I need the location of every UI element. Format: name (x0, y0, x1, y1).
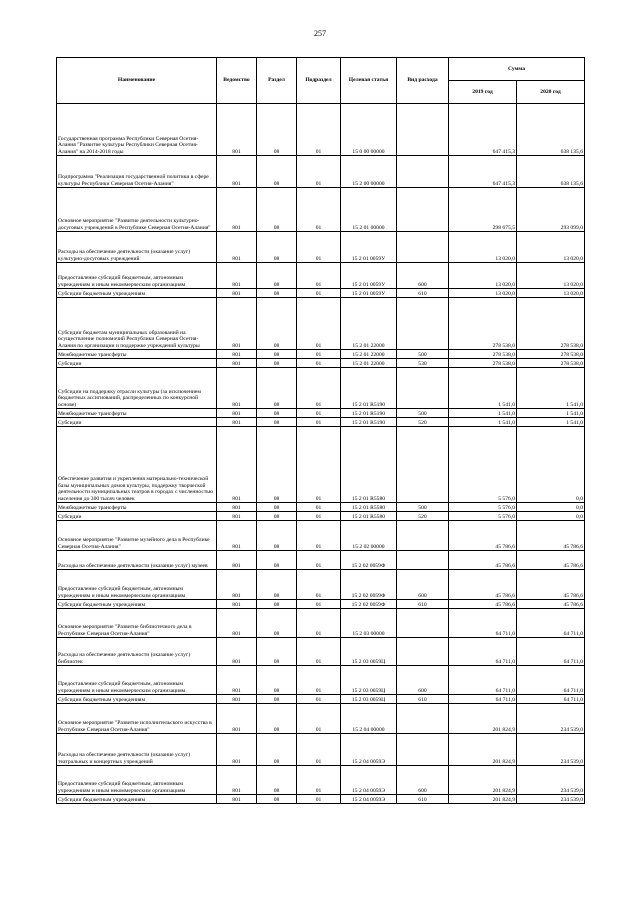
row-dept: 801 (217, 359, 257, 368)
row-value-2019: 1 541,0 (449, 409, 517, 418)
row-value-2020: 234 539,0 (517, 766, 585, 795)
header-section: Раздел (257, 58, 297, 104)
row-value-2020: 0,0 (517, 503, 585, 512)
row-name: Предоставление субсидий бюджетным, автономным учреждениям и иным некоммерческим организациям (57, 263, 217, 289)
row-value-2020: 278 538,0 (517, 298, 585, 350)
row-target: 15 2 01 22000 (341, 350, 397, 359)
row-expense-type (397, 156, 449, 188)
row-value-2020: 64 711,0 (517, 638, 585, 666)
row-subsection: 01 (297, 512, 341, 521)
row-section: 08 (257, 551, 297, 570)
row-target: 15 2 01 00000 (341, 188, 397, 232)
row-dept: 801 (217, 298, 257, 350)
row-name: Межбюджетные трансферты (57, 503, 217, 512)
table-row (57, 368, 585, 409)
row-value-2020: 638 135,6 (517, 104, 585, 156)
row-dept: 801 (217, 232, 257, 263)
row-expense-type: 610 (397, 600, 449, 609)
row-expense-type: 600 (397, 570, 449, 600)
row-section: 08 (257, 188, 297, 232)
row-subsection: 01 (297, 503, 341, 512)
header-year-2019: 2019 год (449, 81, 517, 104)
table-row (57, 795, 585, 804)
row-name: Основное мероприятие "Развитие исполнительского искусства в Республике Северная Осетия-Алания" (57, 704, 217, 734)
row-section: 08 (257, 427, 297, 503)
row-subsection: 01 (297, 521, 341, 551)
table-row (57, 551, 585, 570)
row-section: 08 (257, 666, 297, 695)
row-value-2019: 13 020,0 (449, 289, 517, 298)
row-value-2019: 5 576,0 (449, 503, 517, 512)
row-name: Основное мероприятие "Развитие музейного дела в Республике Северная Осетия-Алания" (57, 521, 217, 551)
row-dept: 801 (217, 409, 257, 418)
row-name: Подпрограмма "Реализация государственной политики в сфере культуры Республики Северная Осетия-Алания" (57, 156, 217, 188)
row-value-2019: 647 415,3 (449, 156, 517, 188)
row-name: Субсидии (57, 359, 217, 368)
row-section: 08 (257, 512, 297, 521)
row-value-2019: 5 576,0 (449, 512, 517, 521)
row-target: 15 2 02 0059Ф (341, 551, 397, 570)
row-section: 08 (257, 609, 297, 638)
header-sum: Сумма (449, 58, 585, 81)
row-target: 15 2 04 0059Э (341, 766, 397, 795)
row-subsection: 01 (297, 418, 341, 427)
row-name: Субсидии на поддержку отрасли культуры (за исключением бюджетных ассигнований, распределенных по конкурсной основе) (57, 368, 217, 409)
row-expense-type: 600 (397, 263, 449, 289)
row-expense-type: 600 (397, 766, 449, 795)
table-row (57, 512, 585, 521)
row-dept: 801 (217, 156, 257, 188)
row-name: Субсидии (57, 512, 217, 521)
row-target: 15 2 01 R5190 (341, 418, 397, 427)
row-section: 08 (257, 350, 297, 359)
row-value-2019: 201 824,9 (449, 795, 517, 804)
row-subsection: 01 (297, 570, 341, 600)
row-expense-type: 610 (397, 695, 449, 704)
row-dept: 801 (217, 704, 257, 734)
table-row (57, 766, 585, 795)
row-expense-type: 500 (397, 503, 449, 512)
row-value-2020: 1 541,0 (517, 368, 585, 409)
row-subsection: 01 (297, 368, 341, 409)
row-expense-type (397, 427, 449, 503)
row-value-2019: 45 786,6 (449, 570, 517, 600)
row-name: Расходы на обеспечение деятельности (оказание услуг) библиотек (57, 638, 217, 666)
row-value-2020: 45 786,6 (517, 570, 585, 600)
row-value-2020: 234 539,0 (517, 704, 585, 734)
row-target: 15 2 01 0059У (341, 263, 397, 289)
row-target: 15 2 02 0059Ф (341, 600, 397, 609)
row-target: 15 2 01 R5190 (341, 368, 397, 409)
table-row (57, 695, 585, 704)
row-section: 08 (257, 600, 297, 609)
row-dept: 801 (217, 418, 257, 427)
row-value-2019: 1 541,0 (449, 368, 517, 409)
row-section: 08 (257, 521, 297, 551)
row-expense-type: 610 (397, 795, 449, 804)
row-section: 08 (257, 418, 297, 427)
row-subsection: 01 (297, 350, 341, 359)
table-row (57, 289, 585, 298)
row-name: Предоставление субсидий бюджетным, автономным учреждениям и иным некоммерческим организациям (57, 766, 217, 795)
table-row (57, 418, 585, 427)
table-row (57, 570, 585, 600)
header-expense-type: Вид расхода (397, 58, 449, 104)
row-target: 15 2 01 R5580 (341, 503, 397, 512)
row-subsection: 01 (297, 232, 341, 263)
row-target: 15 2 01 0059У (341, 232, 397, 263)
row-target: 15 2 01 0059У (341, 289, 397, 298)
row-expense-type: 500 (397, 350, 449, 359)
row-target: 15 2 04 0059Э (341, 734, 397, 766)
table-row (57, 298, 585, 350)
row-section: 08 (257, 695, 297, 704)
row-value-2020: 45 786,6 (517, 521, 585, 551)
row-name: Субсидии (57, 418, 217, 427)
row-subsection: 01 (297, 600, 341, 609)
row-subsection: 01 (297, 551, 341, 570)
row-section: 08 (257, 156, 297, 188)
header-dept: Ведомство (217, 58, 257, 104)
row-value-2019: 278 538,0 (449, 350, 517, 359)
table-row (57, 188, 585, 232)
row-name: Обеспечение развития и укрепления материально-технической базы муниципальных домов культуры, поддержку творческой деятельности муниципальных театров в городах с численностью населения до 300 тысяч человек (57, 427, 217, 503)
row-value-2019: 1 541,0 (449, 418, 517, 427)
row-value-2020: 13 020,0 (517, 289, 585, 298)
header-year-2020: 2020 год (517, 81, 585, 104)
table-row (57, 638, 585, 666)
row-expense-type: 520 (397, 418, 449, 427)
row-dept: 801 (217, 638, 257, 666)
row-value-2020: 1 541,0 (517, 418, 585, 427)
row-name: Межбюджетные трансферты (57, 350, 217, 359)
table-row (57, 427, 585, 503)
row-value-2020: 278 538,0 (517, 350, 585, 359)
row-section: 08 (257, 570, 297, 600)
row-dept: 801 (217, 289, 257, 298)
row-section: 08 (257, 766, 297, 795)
row-expense-type (397, 609, 449, 638)
row-target: 15 0 00 00000 (341, 104, 397, 156)
row-value-2019: 13 020,0 (449, 263, 517, 289)
row-target: 15 2 01 22000 (341, 298, 397, 350)
row-target: 15 2 03 0059Ц (341, 695, 397, 704)
row-name: Субсидии бюджетным учреждениям (57, 795, 217, 804)
row-name: Государственная программа Республики Северная Осетия-Алания "Развитие культуры Республики Северная Осетия-Алания" на 2014-2018 годы (57, 104, 217, 156)
row-name: Основное мероприятие "Развитие библиотечного дела в Республике Северная Осетия-Алания" (57, 609, 217, 638)
row-subsection: 01 (297, 104, 341, 156)
table-row (57, 600, 585, 609)
row-dept: 801 (217, 600, 257, 609)
row-expense-type: 520 (397, 512, 449, 521)
row-expense-type: 500 (397, 409, 449, 418)
row-section: 08 (257, 298, 297, 350)
table-row (57, 609, 585, 638)
row-subsection: 01 (297, 409, 341, 418)
row-value-2020: 638 135,6 (517, 156, 585, 188)
row-expense-type: 600 (397, 666, 449, 695)
row-expense-type (397, 232, 449, 263)
row-name: Расходы на обеспечение деятельности (оказание услуг) музеев (57, 551, 217, 570)
row-expense-type (397, 298, 449, 350)
row-value-2019: 64 711,0 (449, 666, 517, 695)
row-target: 15 2 01 R5580 (341, 427, 397, 503)
row-dept: 801 (217, 570, 257, 600)
row-value-2019: 45 786,6 (449, 600, 517, 609)
row-expense-type (397, 551, 449, 570)
row-dept: 801 (217, 188, 257, 232)
row-name: Субсидии бюджетным учреждениям (57, 289, 217, 298)
table-row (57, 350, 585, 359)
row-subsection: 01 (297, 263, 341, 289)
row-target: 15 2 01 R5190 (341, 409, 397, 418)
row-subsection: 01 (297, 156, 341, 188)
row-value-2020: 1 541,0 (517, 409, 585, 418)
row-subsection: 01 (297, 359, 341, 368)
row-subsection: 01 (297, 427, 341, 503)
row-value-2020: 293 099,0 (517, 188, 585, 232)
table-row (57, 232, 585, 263)
row-value-2020: 13 020,0 (517, 263, 585, 289)
row-value-2020: 234 539,0 (517, 795, 585, 804)
row-value-2019: 201 824,9 (449, 766, 517, 795)
row-value-2019: 5 576,0 (449, 427, 517, 503)
row-value-2020: 45 786,6 (517, 600, 585, 609)
row-expense-type: 530 (397, 359, 449, 368)
row-dept: 801 (217, 695, 257, 704)
row-subsection: 01 (297, 734, 341, 766)
row-value-2020: 0,0 (517, 512, 585, 521)
table-row (57, 734, 585, 766)
row-name: Межбюджетные трансферты (57, 409, 217, 418)
row-section: 08 (257, 104, 297, 156)
table-row (57, 359, 585, 368)
row-value-2019: 64 711,0 (449, 695, 517, 704)
row-value-2019: 45 786,6 (449, 551, 517, 570)
table-row (57, 704, 585, 734)
row-subsection: 01 (297, 298, 341, 350)
row-expense-type (397, 704, 449, 734)
page-number: 257 (314, 29, 326, 38)
row-section: 08 (257, 638, 297, 666)
row-value-2019: 201 824,9 (449, 734, 517, 766)
row-subsection: 01 (297, 289, 341, 298)
row-value-2020: 64 711,0 (517, 666, 585, 695)
row-value-2020: 45 786,6 (517, 551, 585, 570)
table-row (57, 521, 585, 551)
row-section: 08 (257, 289, 297, 298)
row-subsection: 01 (297, 766, 341, 795)
row-name: Расходы на обеспечение деятельности (оказание услуг) культурно-досуговых учреждений (57, 232, 217, 263)
row-section: 08 (257, 232, 297, 263)
row-name: Предоставление субсидий бюджетным, автономным учреждениям и иным некоммерческим организациям (57, 666, 217, 695)
row-value-2019: 64 711,0 (449, 638, 517, 666)
row-expense-type (397, 521, 449, 551)
header-name: Наименование (57, 58, 217, 104)
row-value-2019: 201 824,9 (449, 704, 517, 734)
row-target: 15 2 03 00000 (341, 609, 397, 638)
table-row (57, 263, 585, 289)
row-name: Субсидии бюджетным учреждениям (57, 695, 217, 704)
row-section: 08 (257, 263, 297, 289)
table-row (57, 503, 585, 512)
row-dept: 801 (217, 263, 257, 289)
row-name: Предоставление субсидий бюджетным, автономным учреждениям и иным некоммерческим организациям (57, 570, 217, 600)
row-dept: 801 (217, 368, 257, 409)
row-value-2019: 278 538,0 (449, 298, 517, 350)
row-name: Расходы на обеспечение деятельности (оказание услуг) театральных и концертных учреждений (57, 734, 217, 766)
row-dept: 801 (217, 734, 257, 766)
header-target: Целевая статья (341, 58, 397, 104)
row-section: 08 (257, 503, 297, 512)
row-target: 15 2 04 00000 (341, 704, 397, 734)
row-target: 15 2 04 0059Э (341, 795, 397, 804)
row-value-2019: 13 020,0 (449, 232, 517, 263)
row-target: 15 2 00 00000 (341, 156, 397, 188)
row-value-2020: 278 538,0 (517, 359, 585, 368)
row-value-2020: 64 711,0 (517, 609, 585, 638)
row-dept: 801 (217, 795, 257, 804)
row-target: 15 2 03 0059Ц (341, 638, 397, 666)
row-target: 15 2 02 0059Ф (341, 570, 397, 600)
header-subsection: Подраздел (297, 58, 341, 104)
row-section: 08 (257, 734, 297, 766)
row-target: 15 2 01 R5580 (341, 512, 397, 521)
row-section: 08 (257, 704, 297, 734)
row-subsection: 01 (297, 704, 341, 734)
row-subsection: 01 (297, 609, 341, 638)
table-row (57, 409, 585, 418)
row-section: 08 (257, 359, 297, 368)
row-expense-type (397, 104, 449, 156)
row-dept: 801 (217, 609, 257, 638)
row-value-2020: 0,0 (517, 427, 585, 503)
row-name: Субсидии бюджетным учреждениям (57, 600, 217, 609)
row-value-2019: 647 415,3 (449, 104, 517, 156)
row-dept: 801 (217, 503, 257, 512)
row-subsection: 01 (297, 638, 341, 666)
row-expense-type (397, 188, 449, 232)
row-dept: 801 (217, 512, 257, 521)
row-target: 15 2 03 0059Ц (341, 666, 397, 695)
row-dept: 801 (217, 551, 257, 570)
row-value-2020: 64 711,0 (517, 695, 585, 704)
row-value-2019: 298 675,5 (449, 188, 517, 232)
table-body (57, 104, 585, 804)
row-subsection: 01 (297, 188, 341, 232)
row-value-2019: 64 711,0 (449, 609, 517, 638)
table-row (57, 156, 585, 188)
row-section: 08 (257, 409, 297, 418)
row-subsection: 01 (297, 695, 341, 704)
row-section: 08 (257, 368, 297, 409)
row-value-2020: 13 020,0 (517, 232, 585, 263)
row-name: Основное мероприятие "Развитие деятельности культурно-досуговых учреждений в Республике Северная Осетия-Алания" (57, 188, 217, 232)
row-section: 08 (257, 795, 297, 804)
row-dept: 801 (217, 766, 257, 795)
row-value-2020: 234 539,0 (517, 734, 585, 766)
row-value-2019: 45 786,6 (449, 521, 517, 551)
row-dept: 801 (217, 350, 257, 359)
row-expense-type: 610 (397, 289, 449, 298)
row-subsection: 01 (297, 666, 341, 695)
row-expense-type (397, 368, 449, 409)
table-row (57, 666, 585, 695)
row-target: 15 2 01 22000 (341, 359, 397, 368)
row-dept: 801 (217, 521, 257, 551)
table-row (57, 104, 585, 156)
row-name: Субсидии бюджетам муниципальных образований на осуществление полномочий Республики Северная Осетия-Алания по организации и поддержке учреждений культуры (57, 298, 217, 350)
row-expense-type (397, 638, 449, 666)
row-dept: 801 (217, 427, 257, 503)
row-dept: 801 (217, 104, 257, 156)
row-value-2019: 278 538,0 (449, 359, 517, 368)
row-expense-type (397, 734, 449, 766)
row-dept: 801 (217, 666, 257, 695)
row-target: 15 2 02 00000 (341, 521, 397, 551)
budget-table (56, 57, 585, 804)
row-subsection: 01 (297, 795, 341, 804)
